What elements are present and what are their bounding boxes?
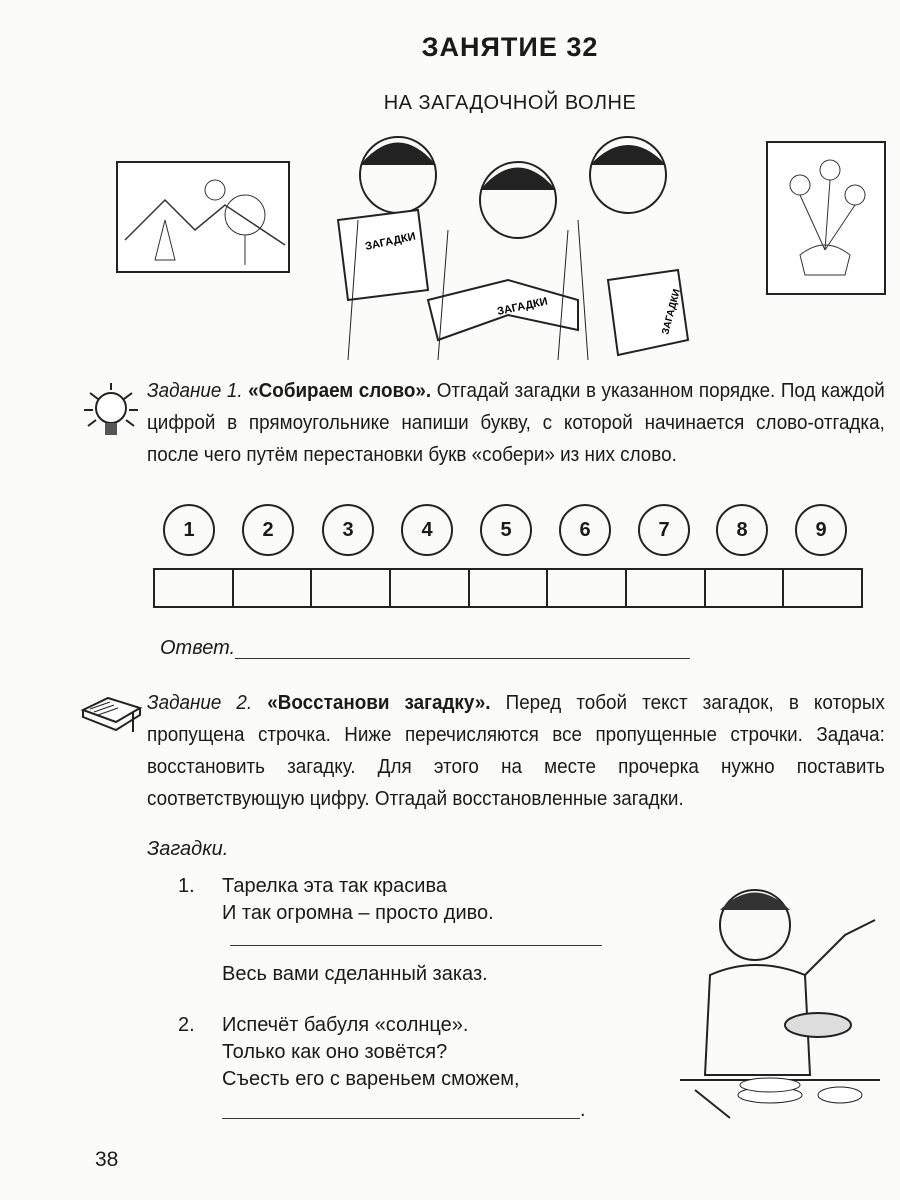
riddle-line: Весь вами сделанный заказ.: [222, 963, 488, 985]
task1-body: Отгадай загадки в указанном порядке. Под каждой цифрой в прямоугольнике напиши букву, с которой начинается слово-отгадка, после чего путём перестановки букв «собери» из них слово.: [147, 379, 885, 466]
letter-box[interactable]: [548, 570, 627, 606]
flowers-picture: [765, 140, 890, 300]
letter-box[interactable]: [155, 570, 234, 606]
lightbulb-icon: [80, 378, 142, 448]
grandma-pancakes-picture: [670, 880, 885, 1125]
number-circle: 4: [401, 504, 453, 556]
book-icon: [78, 690, 146, 735]
riddle-line: Только как оно зовётся?: [222, 1041, 448, 1063]
letter-box[interactable]: [312, 570, 391, 606]
task2-label: Задание 2.: [147, 691, 253, 714]
riddle-number: 1.: [178, 875, 195, 897]
task2-name: «Восстанови загадку».: [267, 691, 491, 714]
book-label: ЗАГАДКИ: [660, 287, 683, 336]
book-label: ЗАГАДКИ: [364, 230, 417, 253]
page-number: 38: [95, 1148, 119, 1171]
answer-line[interactable]: [235, 658, 690, 659]
task1-label: Задание 1.: [147, 379, 243, 402]
riddle-number: 2.: [178, 1014, 195, 1036]
number-circle: 7: [638, 504, 690, 556]
number-circle: 5: [480, 504, 532, 556]
letter-box[interactable]: [627, 570, 706, 606]
landscape-picture: [115, 160, 295, 285]
task2-body: Перед тобой текст загадок, в которых пропущена строчка. Ниже перечисляются все пропущенные строчки. Задача: восстановить загадку. Для этого на месте прочерка нужно поставить соответствующую цифру. Отгадай восстановленные загадки.: [147, 691, 885, 810]
letter-box[interactable]: [391, 570, 470, 606]
number-circle: 3: [322, 504, 374, 556]
riddles-heading: Загадки.: [147, 838, 229, 860]
letter-box[interactable]: [234, 570, 313, 606]
task1-name: «Собираем слово».: [248, 379, 432, 402]
riddle-blank[interactable]: [222, 1118, 580, 1119]
task2-text: [147, 687, 885, 815]
number-circle: 2: [242, 504, 294, 556]
riddle-end: .: [580, 1099, 586, 1121]
book-label: ЗАГАДКИ: [496, 295, 549, 318]
number-circle: 9: [795, 504, 847, 556]
riddle-line: Съесть его с вареньем сможем,: [222, 1068, 520, 1090]
letter-box[interactable]: [784, 570, 861, 606]
number-circle: 6: [559, 504, 611, 556]
riddle-line: И так огромна – просто диво.: [222, 902, 494, 924]
number-circle: 1: [163, 504, 215, 556]
task1-text: [147, 375, 885, 471]
number-circle: 8: [716, 504, 768, 556]
answer-label: Ответ.: [160, 637, 236, 659]
riddle-blank[interactable]: [230, 945, 602, 946]
letter-boxes[interactable]: [153, 568, 863, 608]
letter-box[interactable]: [706, 570, 785, 606]
lesson-subtitle: НА ЗАГАДОЧНОЙ ВОЛНЕ: [383, 92, 637, 114]
riddle-line: Тарелка эта так красива: [222, 875, 447, 897]
lesson-title: ЗАНЯТИЕ 32: [421, 32, 599, 62]
letter-box[interactable]: [470, 570, 549, 606]
riddle-line: Испечёт бабуля «солнце».: [222, 1014, 469, 1036]
children-reading-picture: [318, 120, 698, 360]
